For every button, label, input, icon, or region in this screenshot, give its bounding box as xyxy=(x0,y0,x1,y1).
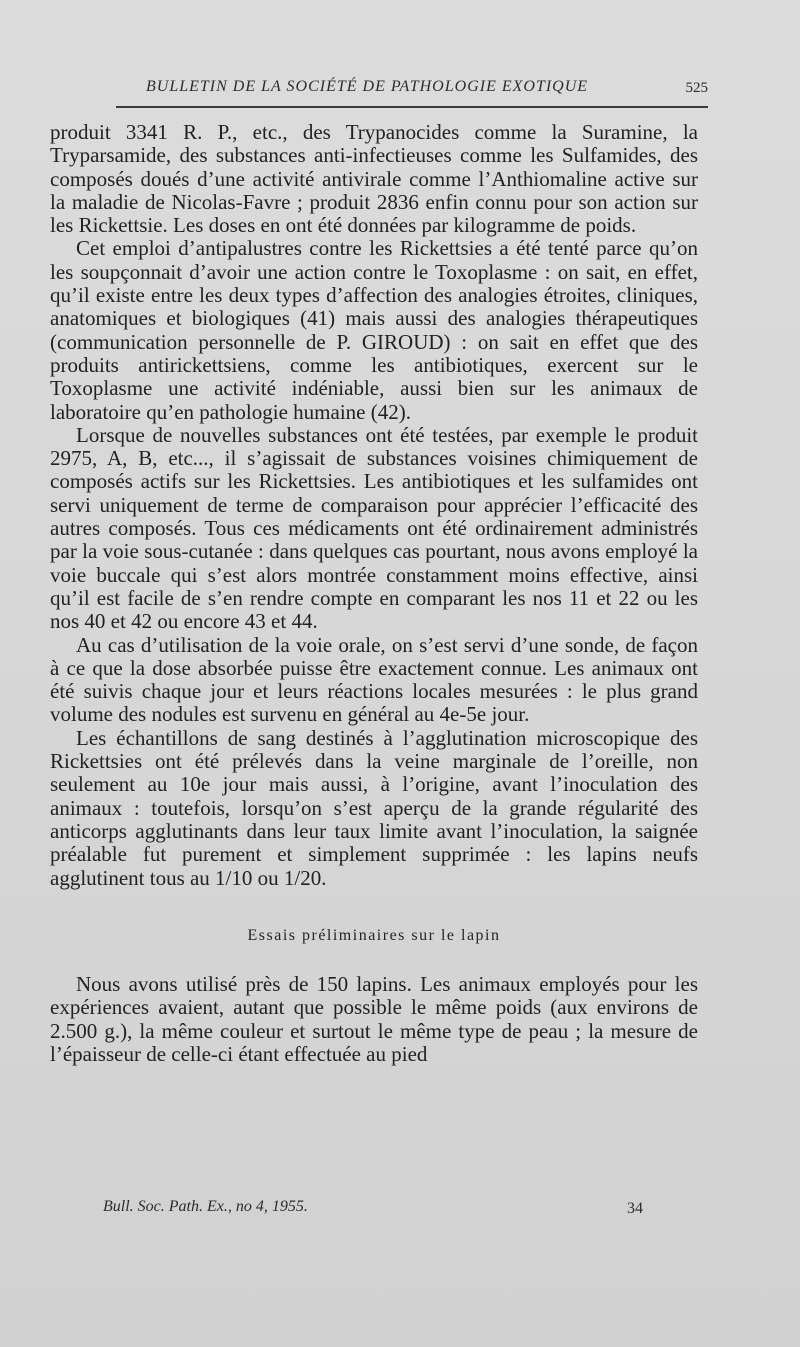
paragraph-1: produit 3341 R. P., etc., des Trypanocides comme la Suramine, la Tryparsamide, des substances anti-infectieuses comme les Sulfamides, des composés doués d’une activité antivirale comme l’Anthiomaline active sur la maladie de Nicolas-Favre ; produit 2836 enfin connu pour son action sur les Rickettsie. Les doses en ont été données par kilogramme de poids. xyxy=(50,120,698,238)
journal-title: BULLETIN DE LA SOCIÉTÉ DE PATHOLOGIE EXOTIQUE xyxy=(146,78,589,95)
section-heading-text: Essais préliminaires sur le lapin xyxy=(247,926,501,944)
paragraph-5: Les échantillons de sang destinés à l’agglutination microscopique des Rickettsies ont été prélevés dans la veine marginale de l’oreille, non seulement au 10e jour mais aussi, à l’origine, avant l’inoculation des animaux : toutefois, lorsqu’on s’est aperçu de la grande régularité des anticorps agglutinants dans leur taux limite avant l’inoculation, la saignée préalable fut purement et simplement supprimée : les lapins neufs agglutinent tous au 1/10 ou 1/20. xyxy=(50,725,698,890)
header-rule xyxy=(116,106,708,108)
journal-citation: Bull. Soc. Path. Ex., no 4, 1955. xyxy=(103,1198,308,1215)
section-heading xyxy=(50,924,698,947)
sheet-number: 34 xyxy=(627,1200,643,1217)
paragraph-4: Au cas d’utilisation de la voie orale, on s’est servi d’une sonde, de façon à ce que la dose absorbée puisse être exactement connue. Les animaux ont été suivis chaque jour et leurs réactions locales mesurées : le plus grand volume des nodules est survenu en général au 4e-5e jour. xyxy=(50,632,698,727)
page-number: 525 xyxy=(685,80,708,96)
paragraph-6: Nous avons utilisé près de 150 lapins. Les animaux employés pour les expériences avaient, autant que possible le même poids (aux environs de 2.500 g.), la même couleur et surtout le même type de peau ; la mesure de l’épaisseur de celle-ci étant effectuée au pied xyxy=(50,972,698,1066)
paragraph-2: Cet emploi d’antipalustres contre les Rickettsies a été tenté parce qu’on les soupçonnait d’avoir une action contre le Toxoplasme : on sait, en effet, qu’il existe entre les deux types d’affection des analogies étroites, cliniques, anatomiques et biologiques (41) mais aussi des analogies thérapeutiques (communication personnelle de P. GIROUD) : on sait en effet que des produits antirickettsiens, comme les antibiotiques, exercent sur le Toxoplasme une activité indéniable, aussi bien sur les animaux de laboratoire qu’en pathologie humaine (42). xyxy=(50,236,698,424)
page-footer xyxy=(103,1198,643,1222)
body-text xyxy=(50,121,698,1066)
running-header xyxy=(116,78,708,112)
paragraph-3: Lorsque de nouvelles substances ont été testées, par exemple le produit 2975, A, B, etc..., il s’agissait de substances voisines chimiquement de composés actifs sur les Rickettsies. Les antibiotiques et les sulfamides ont servi uniquement de terme de comparaison pour apprécier l’efficacité des autres composés. Tous ces médicaments ont été ordinairement administrés par la voie sous-cutanée : dans quelques cas pourtant, nous avons employé la voie buccale qui s’est alors montrée constamment moins effective, ainsi qu’il est facile de s’en rendre compte en comparant les nos 11 et 22 ou les nos 40 et 42 ou encore 43 et 44. xyxy=(50,422,698,634)
